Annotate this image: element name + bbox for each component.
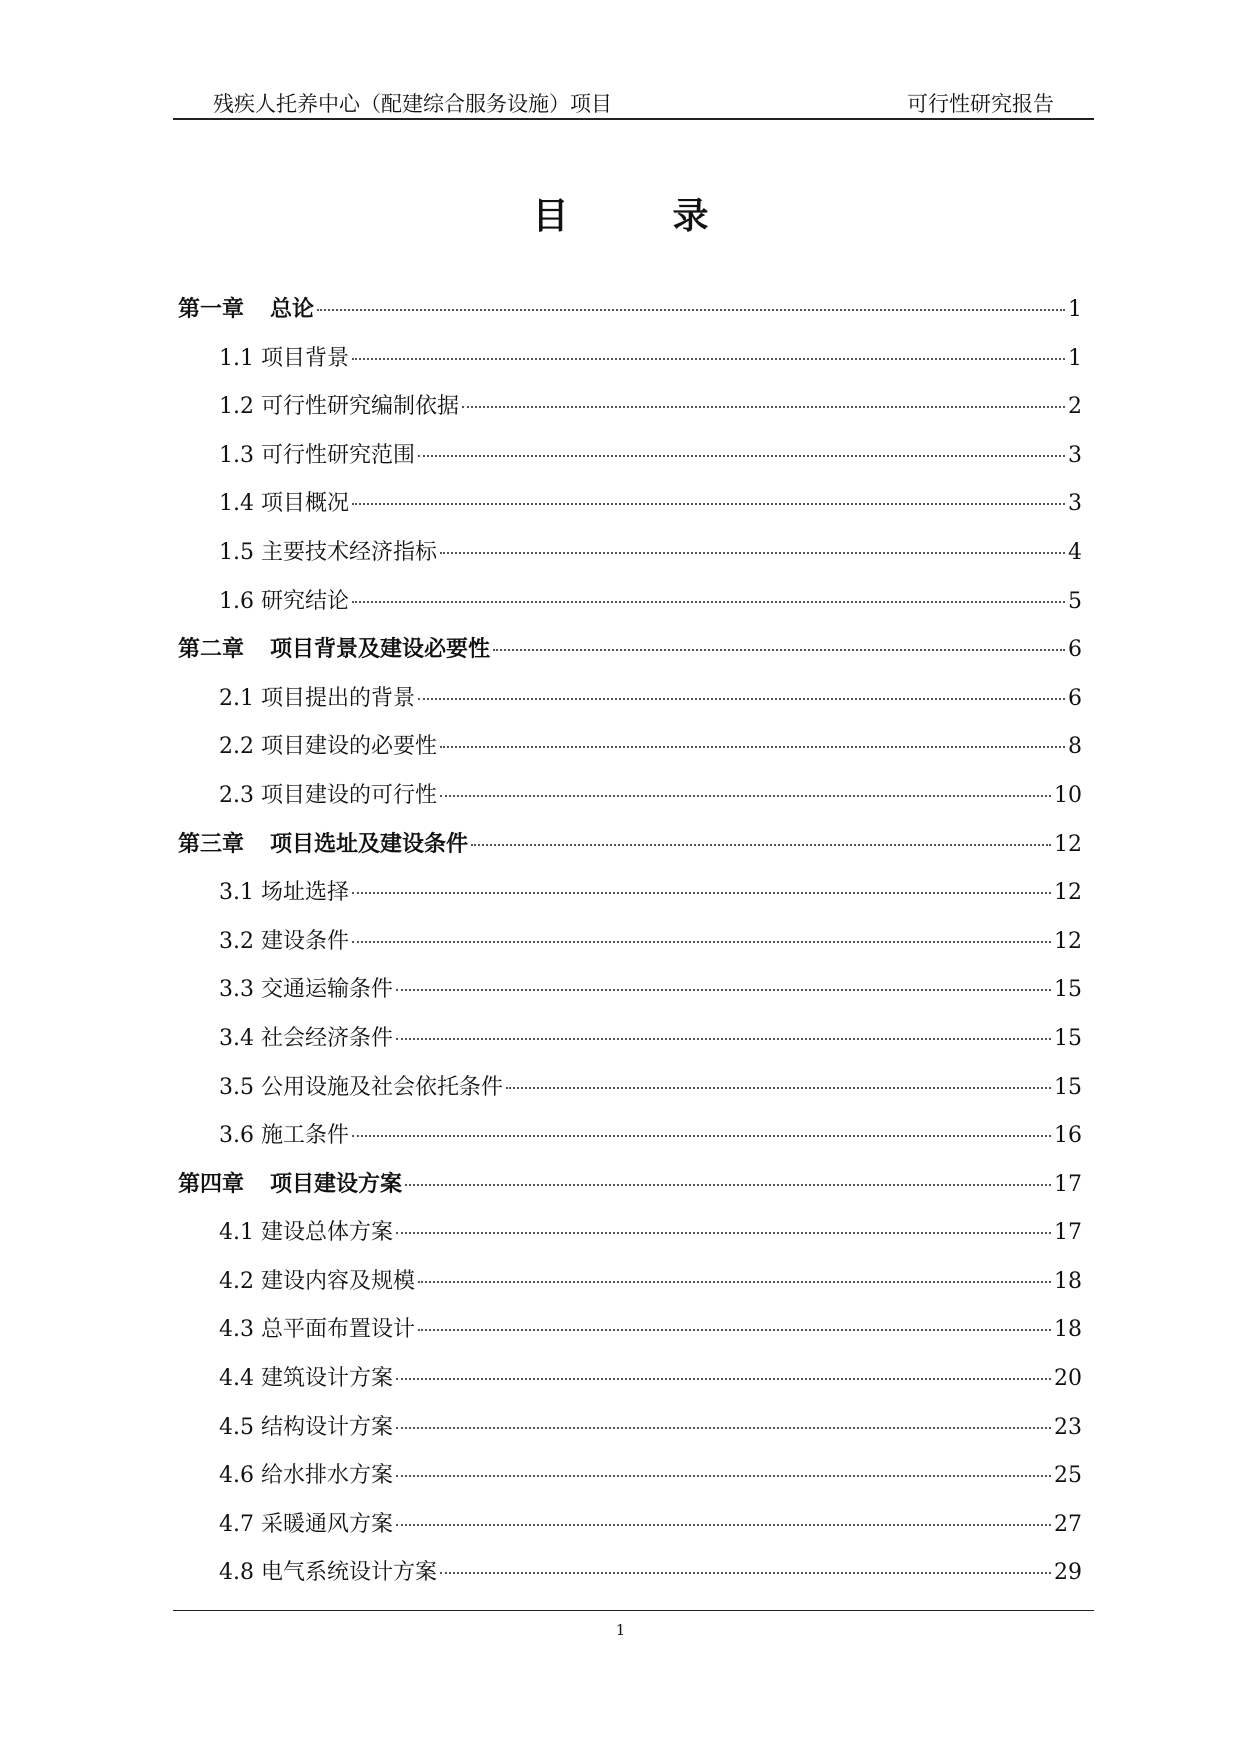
- toc-dot-leader: [352, 892, 1051, 894]
- toc-section-entry[interactable]: [178, 924, 1082, 973]
- toc-entry-title: 2.1 项目提出的背景: [219, 685, 415, 711]
- toc-dot-leader: [418, 1329, 1051, 1331]
- toc-page-number: 17: [1054, 1171, 1082, 1197]
- toc-page-number: 4: [1068, 539, 1082, 565]
- toc-section-entry[interactable]: [178, 1021, 1082, 1070]
- toc-entry-title: 3.5 公用设施及社会依托条件: [219, 1074, 503, 1100]
- toc-dot-leader: [352, 358, 1065, 360]
- toc-section-entry[interactable]: [178, 681, 1082, 730]
- toc-section-entry[interactable]: [178, 389, 1082, 438]
- toc-section-entry[interactable]: [178, 778, 1082, 827]
- toc-section-entry[interactable]: [178, 584, 1082, 633]
- toc-entry-title: 项目建设方案: [270, 1170, 403, 1197]
- toc-section-entry[interactable]: [178, 729, 1082, 778]
- toc-chapter-number: 第一章: [178, 296, 245, 322]
- toc-entry-title: 3.6 施工条件: [219, 1123, 349, 1149]
- footer-page-number: 1: [615, 1621, 626, 1639]
- toc-dot-leader: [506, 1087, 1051, 1089]
- toc-section-entry[interactable]: [178, 1361, 1082, 1410]
- toc-page-number: 18: [1054, 1268, 1082, 1294]
- toc-entry-title: 3.1 场址选择: [219, 880, 349, 906]
- toc-page-number: 20: [1054, 1366, 1082, 1392]
- toc-section-entry[interactable]: [178, 1264, 1082, 1313]
- toc-dot-leader: [440, 1572, 1051, 1574]
- toc-entry-title: 项目选址及建设条件: [270, 830, 469, 857]
- toc-page-number: 17: [1054, 1220, 1082, 1246]
- toc-section-entry[interactable]: [178, 1555, 1082, 1604]
- table-of-contents: [178, 292, 1082, 1604]
- toc-section-entry[interactable]: [178, 486, 1082, 535]
- toc-entry-title: 1.5 主要技术经济指标: [219, 539, 437, 565]
- toc-entry-title: 4.5 结构设计方案: [219, 1414, 393, 1440]
- toc-entry-title: 4.3 总平面布置设计: [219, 1317, 415, 1343]
- toc-page-number: 10: [1054, 782, 1082, 808]
- toc-page-number: 5: [1068, 588, 1082, 614]
- toc-section-entry[interactable]: [178, 875, 1082, 924]
- toc-dot-leader: [440, 552, 1065, 554]
- toc-chapter-entry[interactable]: [178, 632, 1082, 681]
- toc-entry-title: 2.3 项目建设的可行性: [219, 782, 437, 808]
- toc-dot-leader: [396, 1524, 1051, 1526]
- toc-dot-leader: [352, 941, 1051, 943]
- toc-dot-leader: [396, 1427, 1051, 1429]
- toc-chapter-number: 第三章: [178, 830, 245, 857]
- toc-entry-title: 3.4 社会经济条件: [219, 1025, 393, 1051]
- toc-dot-leader: [418, 1281, 1051, 1283]
- toc-page-number: 1: [1068, 345, 1082, 371]
- toc-page-number: 25: [1054, 1463, 1082, 1489]
- toc-dot-leader: [418, 698, 1065, 700]
- toc-section-entry[interactable]: [178, 341, 1082, 390]
- toc-chapter-entry[interactable]: [178, 827, 1082, 876]
- toc-page-number: 8: [1068, 734, 1082, 760]
- toc-dot-leader: [352, 1135, 1051, 1137]
- toc-dot-leader: [440, 795, 1051, 797]
- toc-page-number: 2: [1068, 394, 1082, 420]
- toc-page-number: 15: [1054, 1025, 1082, 1051]
- toc-dot-leader: [493, 649, 1065, 651]
- toc-dot-leader: [396, 1038, 1051, 1040]
- toc-dot-leader: [471, 844, 1051, 846]
- toc-page-number: 1: [1068, 297, 1082, 322]
- toc-entry-title: 1.6 研究结论: [219, 588, 349, 614]
- toc-page-number: 29: [1054, 1560, 1082, 1586]
- footer-divider: [173, 1610, 1094, 1611]
- toc-section-entry[interactable]: [178, 1458, 1082, 1507]
- toc-page-number: 18: [1054, 1317, 1082, 1343]
- toc-entry-title: 4.4 建筑设计方案: [219, 1366, 393, 1392]
- header-report-type: 可行性研究报告: [907, 92, 1054, 116]
- toc-dot-leader: [396, 1378, 1051, 1380]
- toc-entry-title: 1.4 项目概况: [219, 491, 349, 517]
- toc-dot-leader: [462, 406, 1065, 408]
- toc-chapter-number: 第二章: [178, 636, 245, 663]
- toc-dot-leader: [440, 746, 1065, 748]
- toc-dot-leader: [352, 503, 1065, 505]
- toc-section-entry[interactable]: [178, 1118, 1082, 1167]
- toc-page-number: 12: [1054, 928, 1082, 954]
- toc-page-number: 12: [1054, 880, 1082, 906]
- toc-dot-leader: [396, 1475, 1051, 1477]
- toc-entry-title: 1.3 可行性研究范围: [219, 442, 415, 468]
- toc-section-entry[interactable]: [178, 972, 1082, 1021]
- toc-dot-leader: [396, 1232, 1051, 1234]
- toc-section-entry[interactable]: [178, 1070, 1082, 1119]
- toc-page-number: 15: [1054, 1074, 1082, 1100]
- toc-entry-title: 4.2 建设内容及规模: [219, 1268, 415, 1294]
- toc-entry-title: 1.2 可行性研究编制依据: [219, 394, 459, 420]
- toc-section-entry[interactable]: [178, 1215, 1082, 1264]
- toc-page-number: 3: [1068, 442, 1082, 468]
- toc-entry-title: 4.8 电气系统设计方案: [219, 1560, 437, 1586]
- toc-entry-title: 4.7 采暖通风方案: [219, 1511, 393, 1537]
- toc-entry-title: 项目背景及建设必要性: [270, 636, 491, 663]
- toc-entry-title: 4.1 建设总体方案: [219, 1220, 393, 1246]
- toc-chapter-entry[interactable]: [178, 1167, 1082, 1216]
- toc-page-number: 6: [1068, 685, 1082, 711]
- toc-entry-title: 2.2 项目建设的必要性: [219, 734, 437, 760]
- toc-entry-title: 3.3 交通运输条件: [219, 977, 393, 1003]
- toc-section-entry[interactable]: [178, 1312, 1082, 1361]
- toc-title: 目 录: [532, 195, 743, 237]
- toc-entry-title: 1.1 项目背景: [219, 345, 349, 371]
- toc-page-number: 23: [1054, 1414, 1082, 1440]
- toc-page-number: 6: [1068, 637, 1082, 663]
- toc-page-number: 15: [1054, 977, 1082, 1003]
- toc-entry-title: 3.2 建设条件: [219, 928, 349, 954]
- toc-section-entry[interactable]: [178, 1507, 1082, 1556]
- toc-chapter-number: 第四章: [178, 1170, 245, 1197]
- toc-section-entry[interactable]: [178, 438, 1082, 487]
- toc-entry-title: 总论: [270, 296, 315, 322]
- toc-dot-leader: [396, 989, 1051, 991]
- toc-page-number: 16: [1054, 1123, 1082, 1149]
- toc-page-number: 27: [1054, 1511, 1082, 1537]
- toc-dot-leader: [418, 455, 1065, 457]
- toc-section-entry[interactable]: [178, 1410, 1082, 1459]
- toc-dot-leader: [352, 601, 1065, 603]
- toc-section-entry[interactable]: [178, 535, 1082, 584]
- toc-chapter-entry[interactable]: [178, 292, 1082, 341]
- header-project-name: 残疾人托养中心（配建综合服务设施）项目: [213, 92, 612, 116]
- toc-dot-leader: [317, 309, 1065, 311]
- toc-dot-leader: [405, 1184, 1051, 1186]
- toc-entry-title: 4.6 给水排水方案: [219, 1463, 393, 1489]
- page-header: [173, 84, 1094, 120]
- toc-page-number: 3: [1068, 491, 1082, 517]
- toc-page-number: 12: [1054, 831, 1082, 857]
